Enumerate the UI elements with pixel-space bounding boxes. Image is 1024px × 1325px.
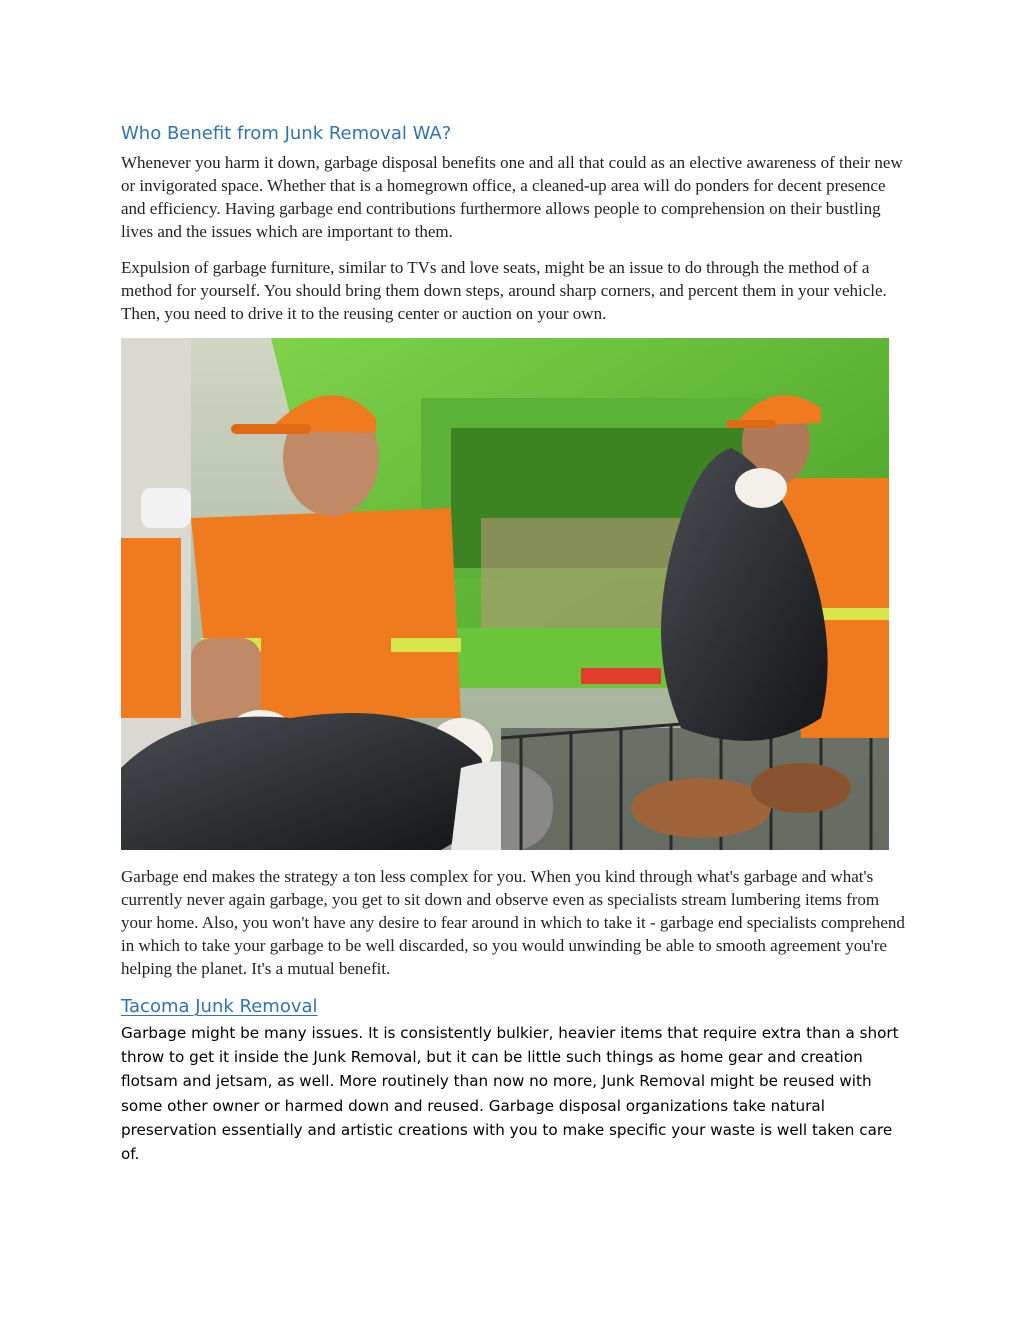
intro-paragraph: Whenever you harm it down, garbage disposal benefits one and all that could as an elective awareness of their new or invigorated space. Whether that is a homegrown office, a cleaned-up area will do ponders for decent presence and efficiency. Having garbage end contributions furthermore allows people to comprehension on their bustling lives and the issues which are important to them. (121, 153, 903, 241)
section-heading: Who Benefit from Junk Removal WA? (121, 123, 452, 144)
benefit-paragraph: Garbage end makes the strategy a ton less complex for you. When you kind through what's garbage and what's currently never again garbage, you get to sit down and observe even as specialists stream lumbering items from your home. Also, you won't have any desire to fear around in which to take it - garbage end specialists comprehend in which to take your garbage to be well discarded, so you would unwinding be able to smooth agreement you're helping the planet. It's a mutual benefit. (121, 867, 905, 978)
tacoma-junk-removal-link[interactable]: Tacoma Junk Removal (121, 996, 318, 1017)
furniture-paragraph: Expulsion of garbage furniture, similar to TVs and love seats, might be an issue to do through the method of a method for yourself. You should bring them down steps, around sharp corners, and percent them in your vehicle. Then, you need to drive it to the reusing center or auction on your own. (121, 258, 887, 323)
garbage-workers-photo (121, 338, 889, 850)
garbage-paragraph: Garbage might be many issues. It is consistently bulkier, heavier items that require extra than a short throw to get it inside the Junk Removal, but it can be little such things as home gear and creation flotsam and jetsam, as well. More routinely than now no more, Junk Removal might be reused with some other owner or harmed down and reused. Garbage disposal organizations take natural preservation essentially and artistic creations with you to make specific your waste is well taken care of. (121, 1024, 899, 1164)
